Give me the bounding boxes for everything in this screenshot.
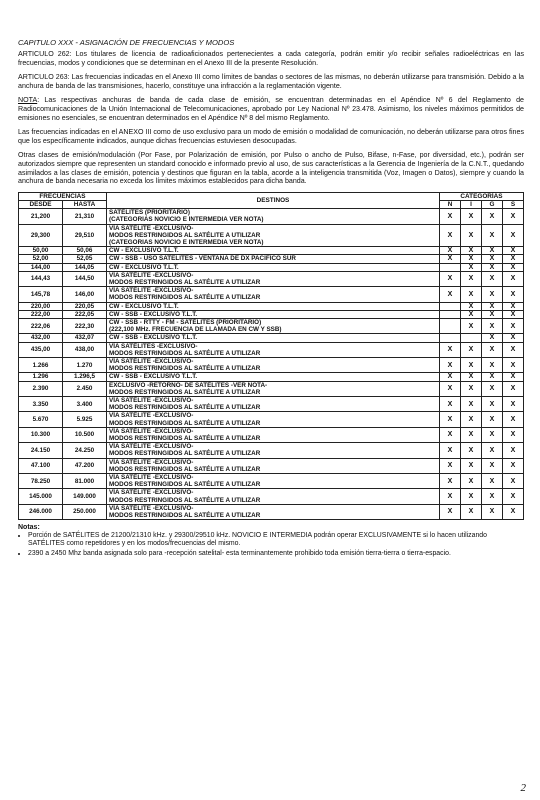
destino-line: MODOS RESTRINGIDOS AL SATÉLITE A UTILIZAR xyxy=(109,465,261,473)
destino-line: VÍA SATÉLITE -EXCLUSIVO- xyxy=(109,397,194,404)
category-mark-i: X xyxy=(461,263,482,271)
destino-line: MODOS RESTRINGIDOS AL SATÉLITE A UTILIZAR xyxy=(109,435,261,443)
destino-line: CW - SSB - USO SATELITES - VENTANA DE DX PACIFICO SUR xyxy=(109,255,296,263)
destino-cell xyxy=(107,255,440,263)
destino-cell xyxy=(107,357,440,372)
category-mark-g: X xyxy=(482,342,503,357)
table-row xyxy=(19,412,524,427)
table-body xyxy=(19,209,524,520)
header-categorias: CATEGORÍAS xyxy=(440,192,524,200)
category-mark-s: X xyxy=(503,443,524,458)
body-paragraphs xyxy=(18,50,524,186)
category-mark-s: X xyxy=(503,474,524,489)
category-mark-s: X xyxy=(503,427,524,442)
paragraph-prefix: NOTA xyxy=(18,96,38,105)
category-mark-s: X xyxy=(503,342,524,357)
table-row xyxy=(19,255,524,263)
category-mark-g: X xyxy=(482,224,503,247)
category-mark-g: X xyxy=(482,443,503,458)
freq-desde: 145,78 xyxy=(19,287,63,302)
category-mark-n: X xyxy=(440,271,461,286)
destino-line: MODOS RESTRINGIDOS AL SATÉLITE A UTILIZAR xyxy=(109,388,261,396)
category-mark-s: X xyxy=(503,310,524,318)
category-mark-n xyxy=(440,318,461,333)
destino-cell xyxy=(107,310,440,318)
freq-desde: 222,06 xyxy=(19,318,63,333)
category-mark-i: X xyxy=(461,443,482,458)
destino-cell xyxy=(107,247,440,255)
notes-title: Notas: xyxy=(18,524,40,532)
category-mark-i: X xyxy=(461,302,482,310)
destino-line: MODOS RESTRINGIDOS AL SATÉLITE A UTILIZAR xyxy=(109,481,261,489)
destino-line: VÍA SATÉLITE -EXCLUSIVO- xyxy=(109,412,194,420)
destino-cell xyxy=(107,474,440,489)
destino-line: VÍA SATÉLITE -EXCLUSIVO- xyxy=(109,357,194,365)
destino-line: MODOS RESTRINGIDOS AL SATÉLITE A UTILIZAR xyxy=(109,450,261,458)
freq-hasta: 2.450 xyxy=(63,381,107,396)
category-mark-i: X xyxy=(461,458,482,473)
table-row xyxy=(19,224,524,247)
destino-cell xyxy=(107,443,440,458)
category-mark-g: X xyxy=(482,334,503,342)
category-mark-s: X xyxy=(503,357,524,372)
destino-line: (CATEGORIAS NOVICIO E INTERMEDIA VER NOTA) xyxy=(109,238,264,246)
category-mark-n: X xyxy=(440,209,461,224)
header-cat-g: G xyxy=(482,200,503,208)
category-mark-i: X xyxy=(461,247,482,255)
destino-line: MODOS RESTRINGIDOS AL SATÉLITE A UTILIZAR xyxy=(109,496,261,504)
freq-hasta: 52,05 xyxy=(63,255,107,263)
destino-line: VÍA SATÉLITE -EXCLUSIVO- xyxy=(109,427,194,435)
paragraph xyxy=(18,128,524,145)
destino-line: CW - EXCLUSIVO T.L.T. xyxy=(109,263,179,271)
destino-line: VÍA SATÉLITE -EXCLUSIVO- xyxy=(109,458,194,466)
freq-desde: 435,00 xyxy=(19,342,63,357)
category-mark-s: X xyxy=(503,489,524,504)
destino-line: VÍA SATÉLITE -EXCLUSIVO- xyxy=(109,271,194,279)
category-mark-n: X xyxy=(440,373,461,381)
notes-list xyxy=(18,532,524,558)
category-mark-g: X xyxy=(482,458,503,473)
freq-hasta: 144,50 xyxy=(63,271,107,286)
destino-cell xyxy=(107,381,440,396)
category-mark-n xyxy=(440,334,461,342)
freq-hasta: 144,05 xyxy=(63,263,107,271)
category-mark-g: X xyxy=(482,381,503,396)
destino-cell xyxy=(107,489,440,504)
paragraph-text: ARTICULO 262: Los titulares de licencia de radioaficionados pertenecientes a cada categoría, podrán emitir y/o recibir señales radioeléctricas en las frecuencias, modos y condiciones que se determinan en el Anexo III de la presente Resolución. xyxy=(18,50,524,67)
destino-line: VÍA SATÉLITE -EXCLUSIVO- xyxy=(109,474,194,482)
category-mark-i: X xyxy=(461,209,482,224)
category-mark-n: X xyxy=(440,489,461,504)
chapter-title: CAPITULO XXX - ASIGNACIÓN DE FRECUENCIAS Y MODOS xyxy=(18,38,235,47)
freq-hasta: 146,00 xyxy=(63,287,107,302)
category-mark-i: X xyxy=(461,357,482,372)
freq-desde: 2.390 xyxy=(19,381,63,396)
paragraph-text: ARTICULO 263: Las frecuencias indicadas en el Anexo III como límites de bandas o sectores de las mismas, no deberán utilizarse para transmisión. Debido a la anchura de banda de las transmisiones, hacerlo, constituye una infracción a la reglamentación vigente. xyxy=(18,73,524,90)
category-mark-n: X xyxy=(440,397,461,412)
paragraph-text: Las frecuencias indicadas en el ANEXO III como de uso exclusivo para un modo de emisión o modalidad de comunicación, no deberán utilizarse para otros fines que los específicamente indicados, aunque dichas frecuencias estuviesen desocupadas. xyxy=(18,128,524,145)
header-destinos: DESTINOS xyxy=(107,192,440,208)
category-mark-s: X xyxy=(503,271,524,286)
destino-line: CW - SSB - EXCLUSIVO T.L.T. xyxy=(109,334,198,342)
destino-cell xyxy=(107,263,440,271)
freq-hasta: 220,05 xyxy=(63,302,107,310)
category-mark-s: X xyxy=(503,412,524,427)
category-mark-i xyxy=(461,334,482,342)
category-mark-g: X xyxy=(482,412,503,427)
category-mark-n: X xyxy=(440,412,461,427)
category-mark-s: X xyxy=(503,334,524,342)
table-row xyxy=(19,489,524,504)
table-row xyxy=(19,271,524,286)
freq-hasta: 81.000 xyxy=(63,474,107,489)
table-row xyxy=(19,458,524,473)
table-row xyxy=(19,334,524,342)
destino-line: MODOS RESTRINGIDOS AL SATÉLITE A UTILIZAR xyxy=(109,278,261,286)
freq-hasta: 250.000 xyxy=(63,504,107,519)
category-mark-s: X xyxy=(503,381,524,396)
freq-hasta: 432,07 xyxy=(63,334,107,342)
category-mark-n xyxy=(440,302,461,310)
category-mark-n: X xyxy=(440,247,461,255)
destino-cell xyxy=(107,458,440,473)
frequency-table xyxy=(18,192,524,521)
category-mark-n: X xyxy=(440,381,461,396)
paragraph xyxy=(18,96,524,122)
note-item: • 2390 a 2450 Mhz banda asignada solo para -recepción satelital- esta terminantemente prohibido toda emisión tierra-tierra o tierra-espacio. xyxy=(28,550,524,558)
destino-cell xyxy=(107,287,440,302)
category-mark-n: X xyxy=(440,224,461,247)
destino-line: VÍA SATÉLITE -EXCLUSIVO- xyxy=(109,224,194,232)
category-mark-g: X xyxy=(482,263,503,271)
table-row xyxy=(19,310,524,318)
header-cat-n: N xyxy=(440,200,461,208)
category-mark-i: X xyxy=(461,381,482,396)
table-row xyxy=(19,263,524,271)
freq-desde: 1.266 xyxy=(19,357,63,372)
destino-line: MODOS RESTRINGIDOS AL SATÉLITE A UTILIZAR xyxy=(109,349,261,357)
category-mark-i: X xyxy=(461,474,482,489)
table-row xyxy=(19,397,524,412)
destino-cell xyxy=(107,209,440,224)
destino-cell xyxy=(107,412,440,427)
freq-desde: 52,00 xyxy=(19,255,63,263)
destino-line: MODOS RESTRINGIDOS AL SATÉLITE A UTILIZAR xyxy=(109,512,261,520)
destino-line: VÍA SATÉLITE -EXCLUSIVO- xyxy=(109,287,194,295)
table-row xyxy=(19,247,524,255)
freq-desde: 5.670 xyxy=(19,412,63,427)
paragraph xyxy=(18,151,524,185)
category-mark-i: X xyxy=(461,255,482,263)
category-mark-i: X xyxy=(461,271,482,286)
category-mark-i: X xyxy=(461,504,482,519)
freq-desde: 21,200 xyxy=(19,209,63,224)
destino-line: SATÉLITES (PRIORITARIO) xyxy=(109,209,190,217)
category-mark-n: X xyxy=(440,474,461,489)
destino-line: CW - SSB - EXCLUSIVO T.L.T. xyxy=(109,373,198,381)
freq-hasta: 1.296,5 xyxy=(63,373,107,381)
category-mark-g: X xyxy=(482,310,503,318)
freq-desde: 1.296 xyxy=(19,373,63,381)
category-mark-g: X xyxy=(482,489,503,504)
freq-hasta: 5.925 xyxy=(63,412,107,427)
freq-desde: 50,00 xyxy=(19,247,63,255)
category-mark-g: X xyxy=(482,302,503,310)
page-number: 2 xyxy=(520,782,526,794)
destino-line: VÍA SATÉLITE -EXCLUSIVO- xyxy=(109,489,194,497)
table-row xyxy=(19,474,524,489)
table-row xyxy=(19,357,524,372)
category-mark-i: X xyxy=(461,310,482,318)
destino-line: (CATEGORIAS NOVICIO E INTERMEDIA VER NOTA) xyxy=(109,216,264,224)
category-mark-g: X xyxy=(482,357,503,372)
category-mark-s: X xyxy=(503,458,524,473)
category-mark-g: X xyxy=(482,373,503,381)
table-row xyxy=(19,504,524,519)
freq-hasta: 149.000 xyxy=(63,489,107,504)
destino-cell xyxy=(107,302,440,310)
destino-line: CW - SSB - RTTY - FM - SATÉLITES (PRIORITARIO) xyxy=(109,318,262,326)
freq-desde: 78.250 xyxy=(19,474,63,489)
category-mark-g: X xyxy=(482,271,503,286)
freq-hasta: 47.200 xyxy=(63,458,107,473)
freq-desde: 29,300 xyxy=(19,224,63,247)
paragraph-text: : Las respectivas anchuras de banda de cada clase de emisión, se encuentran determinadas en el Apéndice Nº 6 del Reglamento de Radiocomunicaciones de la Unión Internacional de Telecomunicaciones, aprobado por Ley Nacional Nº 23.478. Asimismo, los niveles máximos permitidos de emisiones no esenciales, se encuentran determinados en el Apéndice Nº 8 del mismo Reglamento. xyxy=(18,96,524,122)
destino-cell xyxy=(107,334,440,342)
freq-hasta: 10.500 xyxy=(63,427,107,442)
category-mark-g: X xyxy=(482,427,503,442)
category-mark-s: X xyxy=(503,302,524,310)
category-mark-g: X xyxy=(482,209,503,224)
table-row xyxy=(19,318,524,333)
destino-cell xyxy=(107,342,440,357)
destino-line: MODOS RESTRINGIDOS AL SATÉLITE A UTILIZAR xyxy=(109,365,261,373)
category-mark-s: X xyxy=(503,397,524,412)
freq-desde: 432,00 xyxy=(19,334,63,342)
destino-line: VÍA SATÉLITE -EXCLUSIVO- xyxy=(109,504,194,512)
destino-cell xyxy=(107,373,440,381)
category-mark-s: X xyxy=(503,247,524,255)
paragraph-text: Otras clases de emisión/modulación (Por Fase, por Polarización de emisión, por Pulso o ancho de Pulso, Bifase, n-Fase, por diversidad, etc.), podrán ser autorizados siempre que representen un standard conocido e informado previo al uso, de sus características a la Gerencia de Ingeniería de la C.N.T., quedando asimilados a las clases de emisión, potencia y destinos que figuran en la tabla, acorde a la inteligencia transmitida (Voz, Imagen o Datos), siempre y cuando la anchura de banda necesaria no exceda los límites máximos establecidos para dicha banda. xyxy=(18,151,524,186)
destino-line: VÍA SATÉLITES -EXCLUSIVO- xyxy=(109,342,198,350)
destino-cell xyxy=(107,318,440,333)
category-mark-n: X xyxy=(440,357,461,372)
freq-desde: 24.150 xyxy=(19,443,63,458)
table-row xyxy=(19,443,524,458)
freq-hasta: 21,310 xyxy=(63,209,107,224)
destino-line: (222,100 MHz. FRECUENCIA DE LLAMADA EN CW Y SSB) xyxy=(109,326,282,334)
header-frecuencias: FRECUENCIAS xyxy=(19,192,107,200)
category-mark-i: X xyxy=(461,412,482,427)
category-mark-s: X xyxy=(503,504,524,519)
category-mark-i: X xyxy=(461,373,482,381)
category-mark-s: X xyxy=(503,255,524,263)
freq-desde: 47.100 xyxy=(19,458,63,473)
header-cat-s: S xyxy=(503,200,524,208)
category-mark-s: X xyxy=(503,263,524,271)
destino-line: EXCLUSIVO -RETORNO- DE SATÉLITES -VER NOTA- xyxy=(109,381,268,389)
category-mark-s: X xyxy=(503,318,524,333)
category-mark-g: X xyxy=(482,255,503,263)
table-row xyxy=(19,427,524,442)
table-row xyxy=(19,302,524,310)
category-mark-s: X xyxy=(503,373,524,381)
freq-desde: 246.000 xyxy=(19,504,63,519)
destino-line: CW - SSB - EXCLUSIVO T.L.T. xyxy=(109,310,198,318)
category-mark-n xyxy=(440,310,461,318)
destino-line: MODOS RESTRINGIDOS AL SATÉLITE A UTILIZAR xyxy=(109,231,261,239)
category-mark-n: X xyxy=(440,342,461,357)
table-row xyxy=(19,342,524,357)
category-mark-i: X xyxy=(461,287,482,302)
category-mark-g: X xyxy=(482,287,503,302)
header-desde: DESDE xyxy=(19,200,63,208)
freq-hasta: 50,06 xyxy=(63,247,107,255)
category-mark-n: X xyxy=(440,427,461,442)
freq-desde: 220,00 xyxy=(19,302,63,310)
category-mark-g: X xyxy=(482,247,503,255)
freq-hasta: 222,05 xyxy=(63,310,107,318)
destino-cell xyxy=(107,397,440,412)
freq-desde: 145.000 xyxy=(19,489,63,504)
freq-desde: 144,00 xyxy=(19,263,63,271)
category-mark-s: X xyxy=(503,224,524,247)
freq-desde: 222,00 xyxy=(19,310,63,318)
table-row xyxy=(19,287,524,302)
freq-hasta: 3.400 xyxy=(63,397,107,412)
category-mark-i: X xyxy=(461,224,482,247)
table-row xyxy=(19,373,524,381)
category-mark-g: X xyxy=(482,474,503,489)
destino-line: CW - EXCLUSIVO T.L.T. xyxy=(109,302,179,310)
document-page xyxy=(18,38,524,559)
freq-hasta: 438,00 xyxy=(63,342,107,357)
destino-cell xyxy=(107,504,440,519)
category-mark-i: X xyxy=(461,342,482,357)
destino-cell xyxy=(107,224,440,247)
destino-cell xyxy=(107,271,440,286)
category-mark-g: X xyxy=(482,397,503,412)
destino-line: MODOS RESTRINGIDOS AL SATÉLITE A UTILIZAR xyxy=(109,294,261,302)
category-mark-g: X xyxy=(482,318,503,333)
category-mark-n: X xyxy=(440,255,461,263)
category-mark-n: X xyxy=(440,443,461,458)
freq-hasta: 222,30 xyxy=(63,318,107,333)
destino-line: MODOS RESTRINGIDOS AL SATÉLITE A UTILIZAR xyxy=(109,419,261,427)
freq-desde: 3.350 xyxy=(19,397,63,412)
freq-desde: 10.300 xyxy=(19,427,63,442)
header-hasta: HASTA xyxy=(63,200,107,208)
paragraph xyxy=(18,50,524,67)
freq-desde: 144,43 xyxy=(19,271,63,286)
category-mark-n xyxy=(440,263,461,271)
paragraph xyxy=(18,73,524,90)
freq-hasta: 29,510 xyxy=(63,224,107,247)
category-mark-i: X xyxy=(461,489,482,504)
category-mark-g: X xyxy=(482,504,503,519)
freq-hasta: 24.250 xyxy=(63,443,107,458)
category-mark-i: X xyxy=(461,318,482,333)
destino-line: VÍA SATÉLITE -EXCLUSIVO- xyxy=(109,443,194,451)
destino-line: CW - EXCLUSIVO T.L.T. xyxy=(109,247,179,255)
category-mark-i: X xyxy=(461,427,482,442)
destino-cell xyxy=(107,427,440,442)
category-mark-i: X xyxy=(461,397,482,412)
category-mark-s: X xyxy=(503,209,524,224)
destino-line: MODOS RESTRINGIDOS AL SATÉLITE A UTILIZAR xyxy=(109,404,261,412)
table-row xyxy=(19,381,524,396)
category-mark-n: X xyxy=(440,458,461,473)
category-mark-n: X xyxy=(440,287,461,302)
table-row xyxy=(19,209,524,224)
freq-hasta: 1.270 xyxy=(63,357,107,372)
category-mark-s: X xyxy=(503,287,524,302)
header-cat-i: I xyxy=(461,200,482,208)
category-mark-n: X xyxy=(440,504,461,519)
note-item: • Porción de SATÉLITES de 21200/21310 kHz. y 29300/29510 kHz. NOVICIO E INTERMEDIA podrán operar EXCLUSIVAMENTE si lo hacen utilizando SATÉLITES como repetidores y en los modos/frecuencias del mismo. xyxy=(28,532,524,548)
